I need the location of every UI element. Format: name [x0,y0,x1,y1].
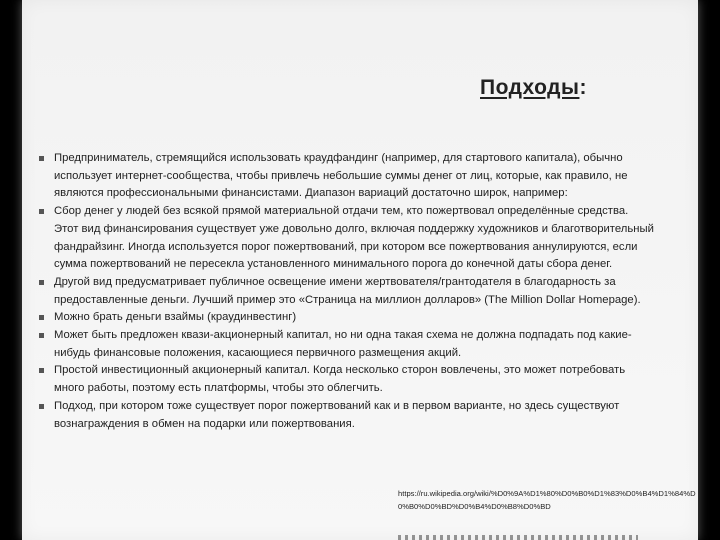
bullet-item [34,150,654,203]
bullet-item [34,327,654,362]
bullet-item [34,203,654,274]
bullet-text: Сбор денег у людей без всякой прямой материальной отдачи тем, кто пожертвовал определённые средства. Этот вид финансирования существует уже довольно долго, включая поддержку художников и благотворительный фандрайзинг. Иногда используется порог пожертвований, при котором все пожертвования аннулируются, если сумма пожертвований не пересекла установленного минимального порога до конечной даты сбора денег. [54,205,654,271]
bullet-text: Можно брать деньги взаймы (краудинвестинг) [54,311,297,324]
bullet-item [34,309,654,327]
slide-title-word: Подходы [480,76,580,99]
slide-title-colon: : [579,76,587,99]
bullet-text: Предприниматель, стремящийся использовать краудфандинг (например, для стартового капитала), обычно использует интернет-сообщества, чтобы привлечь небольшие суммы денег от лиц, которые, как правило, не являются профессиональными финансистами. Диапазон вариаций достаточно широк, например: [54,152,628,200]
cropped-text-line [398,535,638,540]
bullet-square-icon [39,209,44,214]
slide-title [480,76,587,100]
bullet-item [34,398,654,433]
bullet-square-icon [39,315,44,320]
bullet-text: Простой инвестиционный акционерный капитал. Когда несколько сторон вовлечены, это может потребовать много работы, поэтому есть платформы, чтобы это облегчить. [54,364,626,395]
bullet-text: Может быть предложен квази-акционерный капитал, но ни одна такая схема не должна подпадать под какие-нибудь финансовые положения, касающиеся первичного размещения акций. [54,329,632,359]
bullet-text: Подход, при котором тоже существует порог пожертвований как и в первом варианте, но здесь существуют вознаграждения в обмен на подарки или пожертвования. [54,399,620,430]
bullet-item [34,362,654,397]
slide-card [22,0,698,540]
bullet-square-icon [39,280,44,285]
bullet-square-icon [39,156,44,161]
bullet-square-icon [39,333,44,338]
bullet-square-icon [39,404,44,409]
bullet-item [34,274,654,309]
bullet-text: Другой вид предусматривает публичное освещение имени жертвователя/грантодателя в благодарность за предоставленные деньги. Лучший пример это «Страница на миллион долларов» (The Million Dollar Homepage). [54,275,641,306]
bullet-square-icon [39,368,44,373]
source-link[interactable]: https://ru.wikipedia.org/wiki/%D0%9A%D1%80%D0%B0%D1%83%D0%B4%D1%84%D0%B0%D0%BD%D0%B4%D0%B8%D0%BD [398,489,696,511]
bullet-list [34,150,654,433]
